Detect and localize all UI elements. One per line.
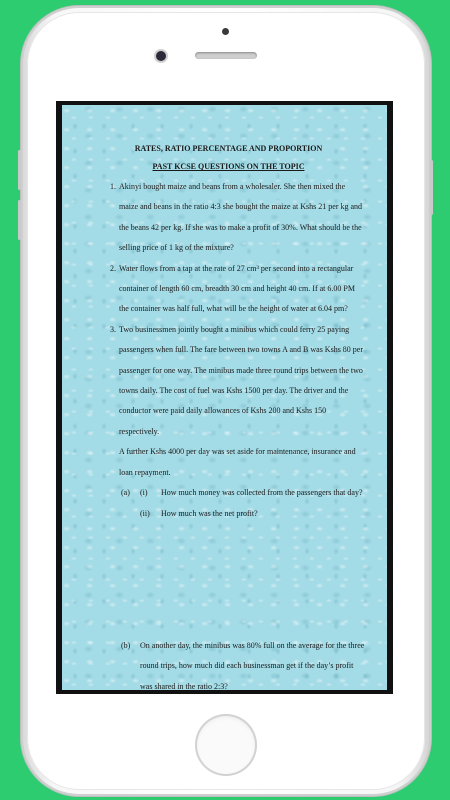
question-line: round trips, how much did each businessman get if the day’s profit — [140, 661, 354, 671]
question-number: 2. — [110, 263, 116, 273]
volume-down-button — [18, 200, 21, 240]
question-3 — [68, 320, 375, 442]
question-3-note — [68, 442, 375, 483]
power-button — [430, 160, 433, 215]
earpiece-speaker — [195, 52, 257, 59]
question-2 — [68, 259, 375, 320]
question-line: respectively. — [119, 426, 160, 436]
proximity-sensor-icon — [222, 28, 229, 35]
home-button[interactable] — [195, 714, 257, 776]
screen — [56, 101, 393, 694]
document-subtitle: PAST KCSE QUESTIONS ON THE TOPIC — [152, 162, 305, 171]
part-a-mark: (a) — [121, 488, 130, 498]
roman-ii-mark: (ii) — [140, 508, 150, 518]
volume-up-button — [18, 150, 21, 190]
question-line: container of length 60 cm, breadth 30 cm and height 40 cm. If at 6.00 PM — [119, 284, 355, 294]
part-a-ii — [68, 504, 375, 524]
question-line: A further Kshs 4000 per day was set aside for maintenance, insurance and — [119, 447, 356, 457]
document-page[interactable] — [62, 105, 387, 690]
document-title: RATES, RATIO PERCENTAGE AND PROPORTION — [134, 144, 323, 153]
roman-i-mark: (i) — [140, 488, 148, 498]
part-b-mark: (b) — [121, 640, 131, 650]
question-line: the container was half full, what will be the height of water at 6.04 pm? — [119, 304, 348, 314]
part-a-ii-text: How much was the net profit? — [161, 508, 258, 518]
question-line: Two businessmen jointly bought a minibus which could ferry 25 paying — [119, 324, 350, 334]
question-line: was shared in the ratio 2:3? — [140, 681, 228, 690]
answer-space — [68, 524, 375, 636]
question-line: the beans 42 per kg. If she was to make a profit of 30%. What should be the — [119, 222, 362, 232]
question-line: passengers when full. The fare between two towns A and B was Kshs 80 per — [119, 345, 364, 355]
question-line: Akinyi bought maize and beans from a wholesaler. She then mixed the — [119, 182, 346, 191]
part-a-i — [68, 483, 375, 503]
question-number: 1. — [110, 182, 116, 191]
question-line: maize and beans in the ratio 4:3 she bought the maize at Kshs 21 per kg and — [119, 202, 363, 212]
front-camera-icon — [156, 51, 166, 61]
question-line: towns daily. The cost of fuel was Kshs 1500 per day. The driver and the — [119, 386, 349, 396]
question-1 — [68, 177, 375, 259]
part-b — [68, 636, 375, 690]
question-line: selling price of 1 kg of the mixture? — [119, 243, 234, 253]
question-number: 3. — [110, 324, 116, 334]
question-line: passenger for one way. The minibus made three round trips between the two — [119, 365, 363, 375]
part-a-i-text: How much money was collected from the passengers that day? — [161, 488, 363, 498]
question-line: Water flows from a tap at the rate of 27 cm³ per second into a rectangular — [119, 263, 354, 273]
question-line: loan repayment. — [119, 467, 171, 477]
question-line: On another day, the minibus was 80% full on the average for the three — [140, 640, 365, 650]
question-line: conductor were paid daily allowances of Kshs 200 and Kshs 150 — [119, 406, 327, 416]
